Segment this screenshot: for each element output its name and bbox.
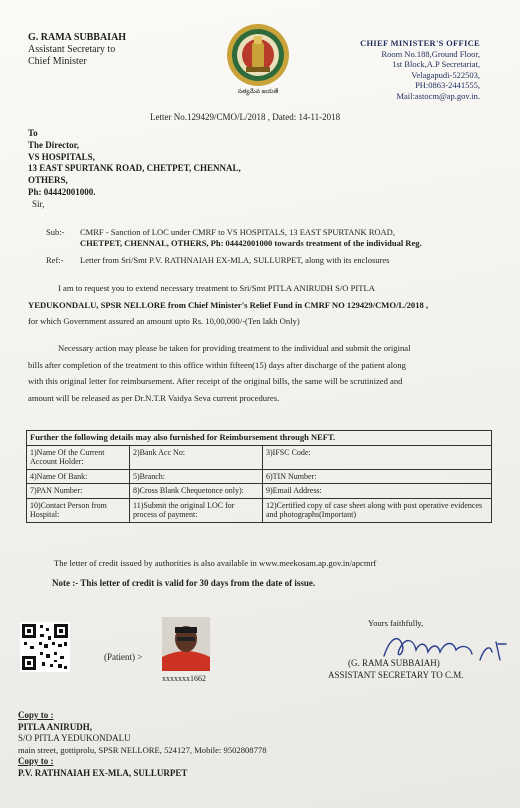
body-p1-line-1: I am to request you to extend necessary treatment to Sri/Smt PITLA ANIRUDH S/O PITLA <box>58 283 375 293</box>
copy-to-label-2: Copy to : <box>18 756 54 766</box>
to-label: To <box>28 128 38 138</box>
body-p1-line-3: for which Government assured an amount upto Rs. 10,00,000/-(Ten lakh Only) <box>28 316 300 326</box>
copy-to-name-2: P.V. RATHNAIAH EX-MLA, SULLURPET <box>18 767 188 778</box>
table-cell: 1)Name Of the Current Account Holder: <box>27 445 130 469</box>
subject-line-1: CMRF - Sanction of LOC under CMRF to VS HOSPITALS, 13 EAST SPURTANK ROAD, <box>80 227 395 237</box>
addressee-phone: Ph: 04442001000. <box>28 186 96 197</box>
neft-table-header: Further the following details may also furnished for Reimbursement through NEFT. <box>27 431 492 446</box>
letter-reference-number: Letter No.129429/CMO/L/2018 , Dated: 14-11-2018 <box>150 112 341 122</box>
table-cell: 10)Contact Person from Hospital: <box>27 498 130 522</box>
subject-block <box>46 227 476 266</box>
body-p2-line-4: amount will be released as per Dr.N.T.R Vaidya Seva current procedures. <box>28 392 280 403</box>
qr-code <box>20 622 70 672</box>
website-line: The letter of credit issued by authorities is also available in www.meekosam.ap.gov.in/apcmrf <box>54 558 377 568</box>
sender-designation-1: Assistant Secretary to <box>28 44 116 55</box>
patient-label: (Patient) > <box>104 652 143 662</box>
table-cell: 5)Branch: <box>130 469 263 484</box>
addressee-others: OTHERS, <box>28 175 68 186</box>
body-paragraph-2 <box>28 340 498 406</box>
ap-state-emblem <box>224 22 292 106</box>
reference-text: Letter from Sri/Smt P.V. RATHNAIAH EX-MLA, SULLURPET, along with its enclosures <box>80 255 390 265</box>
office-line-1: Room No.188,Ground Floor, <box>381 48 480 59</box>
copy-to-label: Copy to : <box>18 710 54 720</box>
table-cell: 6)TIN Number: <box>263 469 492 484</box>
table-row <box>27 445 492 469</box>
table-cell: 4)Name Of Bank: <box>27 469 130 484</box>
body-p2-line-1: Necessary action may please be taken for providing treatment to the individual and submit the original <box>58 343 411 353</box>
addressee-block <box>28 128 241 211</box>
table-cell: 9)Email Address: <box>263 484 492 499</box>
copy-to-relation: S/O PITLA YEDUKONDALU <box>18 733 131 743</box>
addressee-title: The Director, <box>28 139 79 150</box>
addressee-address: 13 EAST SPURTANK ROAD, CHETPET, CHENNAL, <box>28 163 241 174</box>
copy-to-address: main street, gottiprolu, SPSR NELLORE, 524127, Mobile: 9502808778 <box>18 744 267 755</box>
subject-label: Sub:- <box>46 227 65 237</box>
table-row <box>27 498 492 522</box>
copy-to-name: PITLA ANIRUDH, <box>18 721 93 732</box>
office-address-block <box>340 38 480 101</box>
signatory-name: (G. RAMA SUBBAIAH) <box>348 658 440 668</box>
body-paragraph-1 <box>28 280 492 330</box>
table-row <box>27 469 492 484</box>
salutation: Sir, <box>32 198 45 209</box>
table-cell: 12)Certified copy of case sheet along with post operative evidences and photographs(Important) <box>263 498 492 522</box>
addressee-org: VS HOSPITALS, <box>28 151 95 162</box>
table-cell: 2)Bank Acc No: <box>130 445 263 469</box>
table-cell: 8)Cross Blank Chequetonce only): <box>130 484 263 499</box>
table-cell: 7)PAN Number: <box>27 484 130 499</box>
table-cell: 3)IFSC Code: <box>263 445 492 469</box>
reference-label: Ref:- <box>46 255 64 265</box>
office-line-3: Velagapudi-522503, <box>411 69 480 80</box>
body-p1-line-2: YEDUKONDALU, SPSR NELLORE from Chief Minister's Relief Fund in CMRF NO 129429/CMO/L/2018 , <box>28 299 429 310</box>
sender-designation-2: Chief Minister <box>28 56 87 67</box>
patient-id: xxxxxxx1662 <box>162 674 206 683</box>
sender-block <box>28 32 126 68</box>
office-line-2: 1st Block,A.P Secretariat, <box>392 59 480 69</box>
closing-text: Yours faithfully, <box>368 618 424 628</box>
emblem-motto: సత్యమేవ జయతే <box>237 89 279 95</box>
body-p2-line-3: with this original letter for reimbursement. After receipt of the original bills, the same will be scrutinized and <box>28 376 403 386</box>
office-phone: PH:0863-2441555, <box>415 80 480 90</box>
table-cell: 11)Submit the original LOC for process of payment: <box>130 498 263 522</box>
copy-to-block <box>18 710 267 779</box>
table-row <box>27 484 492 499</box>
validity-note: Note :- This letter of credit is valid for 30 days from the date of issue. <box>52 578 316 588</box>
neft-details-table <box>26 430 492 523</box>
neft-details-table-wrap <box>26 430 492 523</box>
office-title: CHIEF MINISTER'S OFFICE <box>360 38 480 48</box>
sender-name: G. RAMA SUBBAIAH <box>28 32 127 43</box>
signatory-designation: ASSISTANT SECRETARY TO C.M. <box>328 670 464 680</box>
office-email: Mail:astocm@ap.gov.in. <box>396 90 480 101</box>
subject-line-2: CHETPET, CHENNAL, OTHERS, Ph: 04442001000 towards treatment of the individual Reg. <box>80 238 422 248</box>
body-p2-line-2: bills after completion of the treatment to this office within fifteen(15) days after discharge of the patient along <box>28 359 406 370</box>
patient-photo <box>162 617 210 671</box>
